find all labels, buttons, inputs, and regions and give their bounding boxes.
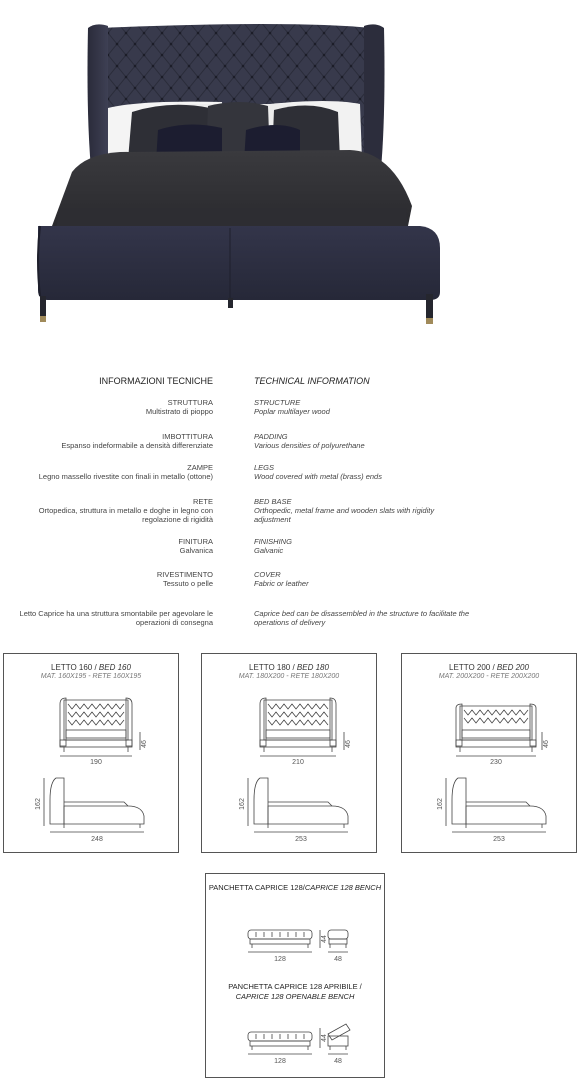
spec-text: Various densities of polyurethane [254,441,365,450]
spec-text: Ortopedica, struttura in metallo e doghe in legno con regolazione di rigidità [38,506,213,524]
bench-depth-dim: 48 [334,956,342,963]
spec-item-en [254,398,484,416]
spec-label: ZAMPE [187,463,213,472]
bed-180-drawing [202,654,378,854]
title-it: LETTO 180 / [249,663,297,672]
spec-item-it [0,497,213,524]
spec-label: LEGS [254,463,275,472]
spec-label: STRUCTURE [254,398,301,407]
openable-bench-depth-dim: 48 [334,1058,342,1065]
spec-label: IMBOTTITURA [162,432,213,441]
side-width-dim: 253 [493,836,505,843]
spec-text: Wood covered with metal (brass) ends [254,472,382,481]
spec-item-en [254,432,484,450]
side-height-dim: 162 [35,798,42,810]
spec-item-it [0,463,213,481]
title-en: BED 200 [496,663,529,672]
spec-item-en [254,537,484,555]
bed-160-drawing [4,654,180,854]
spec-item-en [254,463,484,481]
spec-label: RIVESTIMENTO [156,570,213,579]
spec-text: Poplar multilayer wood [254,407,330,416]
front-width-dim: 230 [490,759,502,766]
side-width-dim: 253 [295,836,307,843]
bench-width-dim: 128 [274,956,286,963]
spec-text: Orthopedic, metal frame and wooden slats with rigidity adjustment [254,506,435,524]
title-it: LETTO 160 / [51,663,99,672]
bench-height-dim: 44 [321,935,328,943]
spec-text: Espanso indeformabile a densità differenziate [61,441,213,450]
openable-bench-height-dim: 44 [321,1034,328,1042]
front-width-dim: 190 [90,759,102,766]
spec-note-it: Letto Caprice ha una struttura smontabile per agevolare le operazioni di consegna [19,609,213,627]
title-en: BED 160 [98,663,131,672]
spec-label: STRUTTURA [167,398,213,407]
spec-label: PADDING [254,432,288,441]
spec-label: FINITURA [178,537,213,546]
card-subtitle: MAT. 180X200 - RETE 180X200 [238,673,340,680]
spec-text: Fabric or leather [254,579,309,588]
title-it: PANCHETTA CAPRICE 128/ [208,883,305,892]
openable-bench-title-it: PANCHETTA CAPRICE 128 APRIBILE / [228,982,362,991]
title-it: LETTO 200 / [449,663,497,672]
spec-text: Legno massello rivestite con finali in metallo (ottone) [38,472,213,481]
openable-bench-width-dim: 128 [274,1058,286,1065]
spec-item-it [0,537,213,555]
front-height-dim: 46 [543,740,550,748]
spec-item-it [0,432,213,450]
spec-item-en [254,497,484,524]
bench-card [205,873,385,1078]
spec-label: RETE [192,497,213,506]
spec-heading-it: INFORMAZIONI TECNICHE [99,376,213,386]
side-height-dim: 162 [437,798,444,810]
spec-text: Multistrato di pioppo [145,407,213,416]
spec-item-it [0,398,213,416]
spec-text: Galvanic [254,546,284,555]
bed-200-card [401,653,577,853]
spec-text: Galvanica [179,546,213,555]
spec-label: FINISHING [254,537,292,546]
card-subtitle: MAT. 200X200 - RETE 200X200 [438,673,540,680]
title-en: BED 180 [296,663,329,672]
spec-label: COVER [254,570,281,579]
bed-160-card [3,653,179,853]
side-width-dim: 248 [91,836,103,843]
spec-note-en: Caprice bed can be disassembled in the structure to facilitate the operations of delivery [254,609,470,627]
bed-product-photo [0,0,581,345]
bench-drawing [206,874,386,1079]
bed-180-card [201,653,377,853]
front-height-dim: 46 [345,740,352,748]
title-en: CAPRICE 128 BENCH [304,883,382,892]
spec-item-it [0,570,213,588]
front-width-dim: 210 [292,759,304,766]
spec-label: BED BASE [254,497,292,506]
openable-bench-title-en: CAPRICE 128 OPENABLE BENCH [235,992,355,1001]
bed-200-drawing [402,654,578,854]
front-height-dim: 46 [141,740,148,748]
spec-heading-en: TECHNICAL INFORMATION [254,376,370,386]
card-subtitle: MAT. 160X195 - RETE 160X195 [40,673,142,680]
side-height-dim: 162 [239,798,246,810]
spec-item-en [254,570,484,588]
spec-text: Tessuto o pelle [162,579,213,588]
